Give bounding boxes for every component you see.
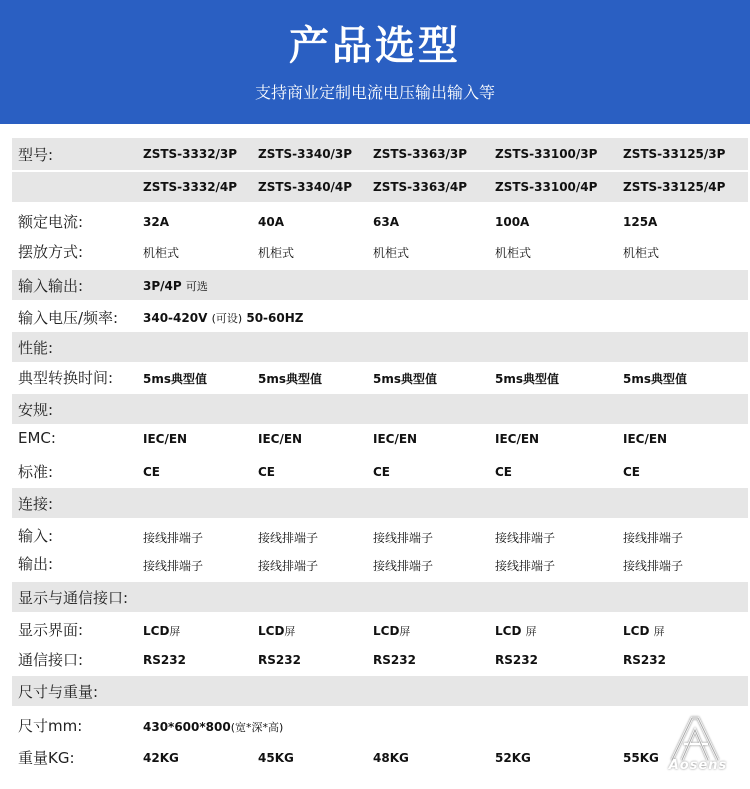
cell-weight-5: 55KG xyxy=(623,751,659,765)
aosens-logo-text: Aosens xyxy=(668,758,728,773)
cell-output-4: 接线排端子 xyxy=(495,559,556,573)
row-comm xyxy=(12,644,748,674)
cell-model-4p-1: ZSTS-3332/4P xyxy=(143,180,238,194)
cell-model-3p-5: ZSTS-33125/3P xyxy=(623,147,726,161)
section-display-comm xyxy=(12,582,748,612)
cell-weight-4: 52KG xyxy=(495,751,531,765)
cell-model-3p-3: ZSTS-3363/3P xyxy=(373,147,468,161)
cell-weight-2: 45KG xyxy=(258,751,294,765)
page-title: 产品选型 xyxy=(289,23,461,69)
row-transfer-time xyxy=(12,362,748,392)
cell-input-3: 接线排端子 xyxy=(373,531,434,545)
label-placement: 摆放方式: xyxy=(18,243,84,261)
voltage-note: (可设) xyxy=(211,312,243,325)
row-model-4p xyxy=(12,172,748,202)
label-voltage: 输入电压/频率: xyxy=(18,309,119,327)
label-rated-current: 额定电流: xyxy=(18,213,84,231)
row-input xyxy=(12,520,748,550)
cell-current-3: 63A xyxy=(373,215,399,229)
cell-weight-3: 48KG xyxy=(373,751,409,765)
page-subtitle: 支持商业定制电流电压输出输入等 xyxy=(254,83,495,102)
cell-transfer-2: 5ms典型值 xyxy=(258,372,322,386)
cell-standard-1: CE xyxy=(143,465,161,479)
cell-current-1: 32A xyxy=(143,215,169,229)
display-suffix-5: 屏 xyxy=(653,625,665,638)
label-performance: 性能: xyxy=(18,339,54,357)
cell-output-5: 接线排端子 xyxy=(623,559,684,573)
label-io: 输入输出: xyxy=(18,277,84,295)
row-standard xyxy=(12,456,748,486)
display-type-3: LCD xyxy=(373,624,400,638)
row-display xyxy=(12,614,748,644)
cell-transfer-1: 5ms典型值 xyxy=(143,372,207,386)
row-size xyxy=(12,710,748,740)
display-type-1: LCD xyxy=(143,624,170,638)
cell-model-3p-1: ZSTS-3332/3P xyxy=(143,147,238,161)
cell-output-2: 接线排端子 xyxy=(258,559,319,573)
row-placement xyxy=(12,236,748,266)
cell-voltage xyxy=(143,310,303,326)
cell-display-4 xyxy=(495,623,537,639)
header-banner xyxy=(0,0,750,124)
cell-model-4p-2: ZSTS-3340/4P xyxy=(258,180,353,194)
cell-input-4: 接线排端子 xyxy=(495,531,556,545)
cell-emc-4: IEC/EN xyxy=(495,432,540,446)
cell-standard-5: CE xyxy=(623,465,641,479)
cell-standard-4: CE xyxy=(495,465,513,479)
label-standard: 标准: xyxy=(18,463,54,481)
cell-output-3: 接线排端子 xyxy=(373,559,434,573)
cell-placement-5: 机柜式 xyxy=(623,246,660,260)
cell-emc-2: IEC/EN xyxy=(258,432,303,446)
cell-display-3 xyxy=(373,623,410,639)
display-suffix-3: 屏 xyxy=(399,625,411,638)
cell-comm-2: RS232 xyxy=(258,653,301,667)
label-size: 尺寸mm: xyxy=(18,717,83,735)
cell-input-2: 接线排端子 xyxy=(258,531,319,545)
row-weight xyxy=(12,742,748,774)
cell-current-4: 100A xyxy=(495,215,530,229)
cell-standard-3: CE xyxy=(373,465,391,479)
label-safety: 安规: xyxy=(18,401,54,419)
cell-model-4p-4: ZSTS-33100/4P xyxy=(495,180,598,194)
label-transfer-time: 典型转换时间: xyxy=(18,369,114,387)
section-safety xyxy=(12,394,748,424)
section-performance xyxy=(12,332,748,362)
io-value-normal: 可选 xyxy=(185,280,208,293)
cell-comm-1: RS232 xyxy=(143,653,186,667)
row-model-3p xyxy=(12,138,748,170)
cell-placement-4: 机柜式 xyxy=(495,246,532,260)
cell-size xyxy=(143,719,283,735)
cell-model-4p-5: ZSTS-33125/4P xyxy=(623,180,726,194)
label-display: 显示界面: xyxy=(18,621,84,639)
label-display-comm: 显示与通信接口: xyxy=(18,589,129,607)
cell-display-5 xyxy=(623,623,665,639)
cell-emc-5: IEC/EN xyxy=(623,432,668,446)
cell-comm-3: RS232 xyxy=(373,653,416,667)
cell-weight-1: 42KG xyxy=(143,751,179,765)
cell-standard-2: CE xyxy=(258,465,276,479)
label-emc: EMC: xyxy=(18,429,56,447)
row-emc xyxy=(12,424,748,454)
display-type-5: LCD xyxy=(623,624,650,638)
cell-transfer-5: 5ms典型值 xyxy=(623,372,687,386)
cell-input-5: 接线排端子 xyxy=(623,531,684,545)
cell-transfer-3: 5ms典型值 xyxy=(373,372,437,386)
cell-current-2: 40A xyxy=(258,215,284,229)
cell-model-3p-4: ZSTS-33100/3P xyxy=(495,147,598,161)
cell-output-1: 接线排端子 xyxy=(143,559,204,573)
display-suffix-2: 屏 xyxy=(284,625,296,638)
cell-placement-3: 机柜式 xyxy=(373,246,410,260)
label-comm: 通信接口: xyxy=(18,651,84,669)
size-value: 430*600*800 xyxy=(143,720,231,734)
cell-comm-4: RS232 xyxy=(495,653,538,667)
label-weight: 重量KG: xyxy=(18,749,75,767)
section-size-weight xyxy=(12,676,748,706)
cell-transfer-4: 5ms典型值 xyxy=(495,372,559,386)
voltage-range: 340-420V xyxy=(143,311,208,325)
row-io xyxy=(12,270,748,300)
cell-io xyxy=(143,278,208,294)
io-value-bold: 3P/4P xyxy=(143,279,182,293)
label-input: 输入: xyxy=(18,527,54,545)
display-type-4: LCD xyxy=(495,624,522,638)
cell-placement-2: 机柜式 xyxy=(258,246,295,260)
row-rated-current xyxy=(12,206,748,236)
voltage-frequency: 50-60HZ xyxy=(246,311,304,325)
row-output xyxy=(12,548,748,578)
row-voltage xyxy=(12,302,748,332)
cell-current-5: 125A xyxy=(623,215,658,229)
cell-placement-1: 机柜式 xyxy=(143,246,180,260)
cell-emc-3: IEC/EN xyxy=(373,432,418,446)
display-type-2: LCD xyxy=(258,624,285,638)
label-connection: 连接: xyxy=(18,495,54,513)
section-connection xyxy=(12,488,748,518)
label-output: 输出: xyxy=(18,555,54,573)
cell-model-3p-2: ZSTS-3340/3P xyxy=(258,147,353,161)
display-suffix-4: 屏 xyxy=(525,625,537,638)
cell-input-1: 接线排端子 xyxy=(143,531,204,545)
display-suffix-1: 屏 xyxy=(169,625,181,638)
label-model: 型号: xyxy=(18,146,54,164)
cell-display-1 xyxy=(143,623,180,639)
cell-emc-1: IEC/EN xyxy=(143,432,188,446)
cell-model-4p-3: ZSTS-3363/4P xyxy=(373,180,468,194)
size-note: (宽*深*高) xyxy=(230,721,284,734)
label-size-weight: 尺寸与重量: xyxy=(18,683,99,701)
cell-display-2 xyxy=(258,623,295,639)
cell-comm-5: RS232 xyxy=(623,653,666,667)
